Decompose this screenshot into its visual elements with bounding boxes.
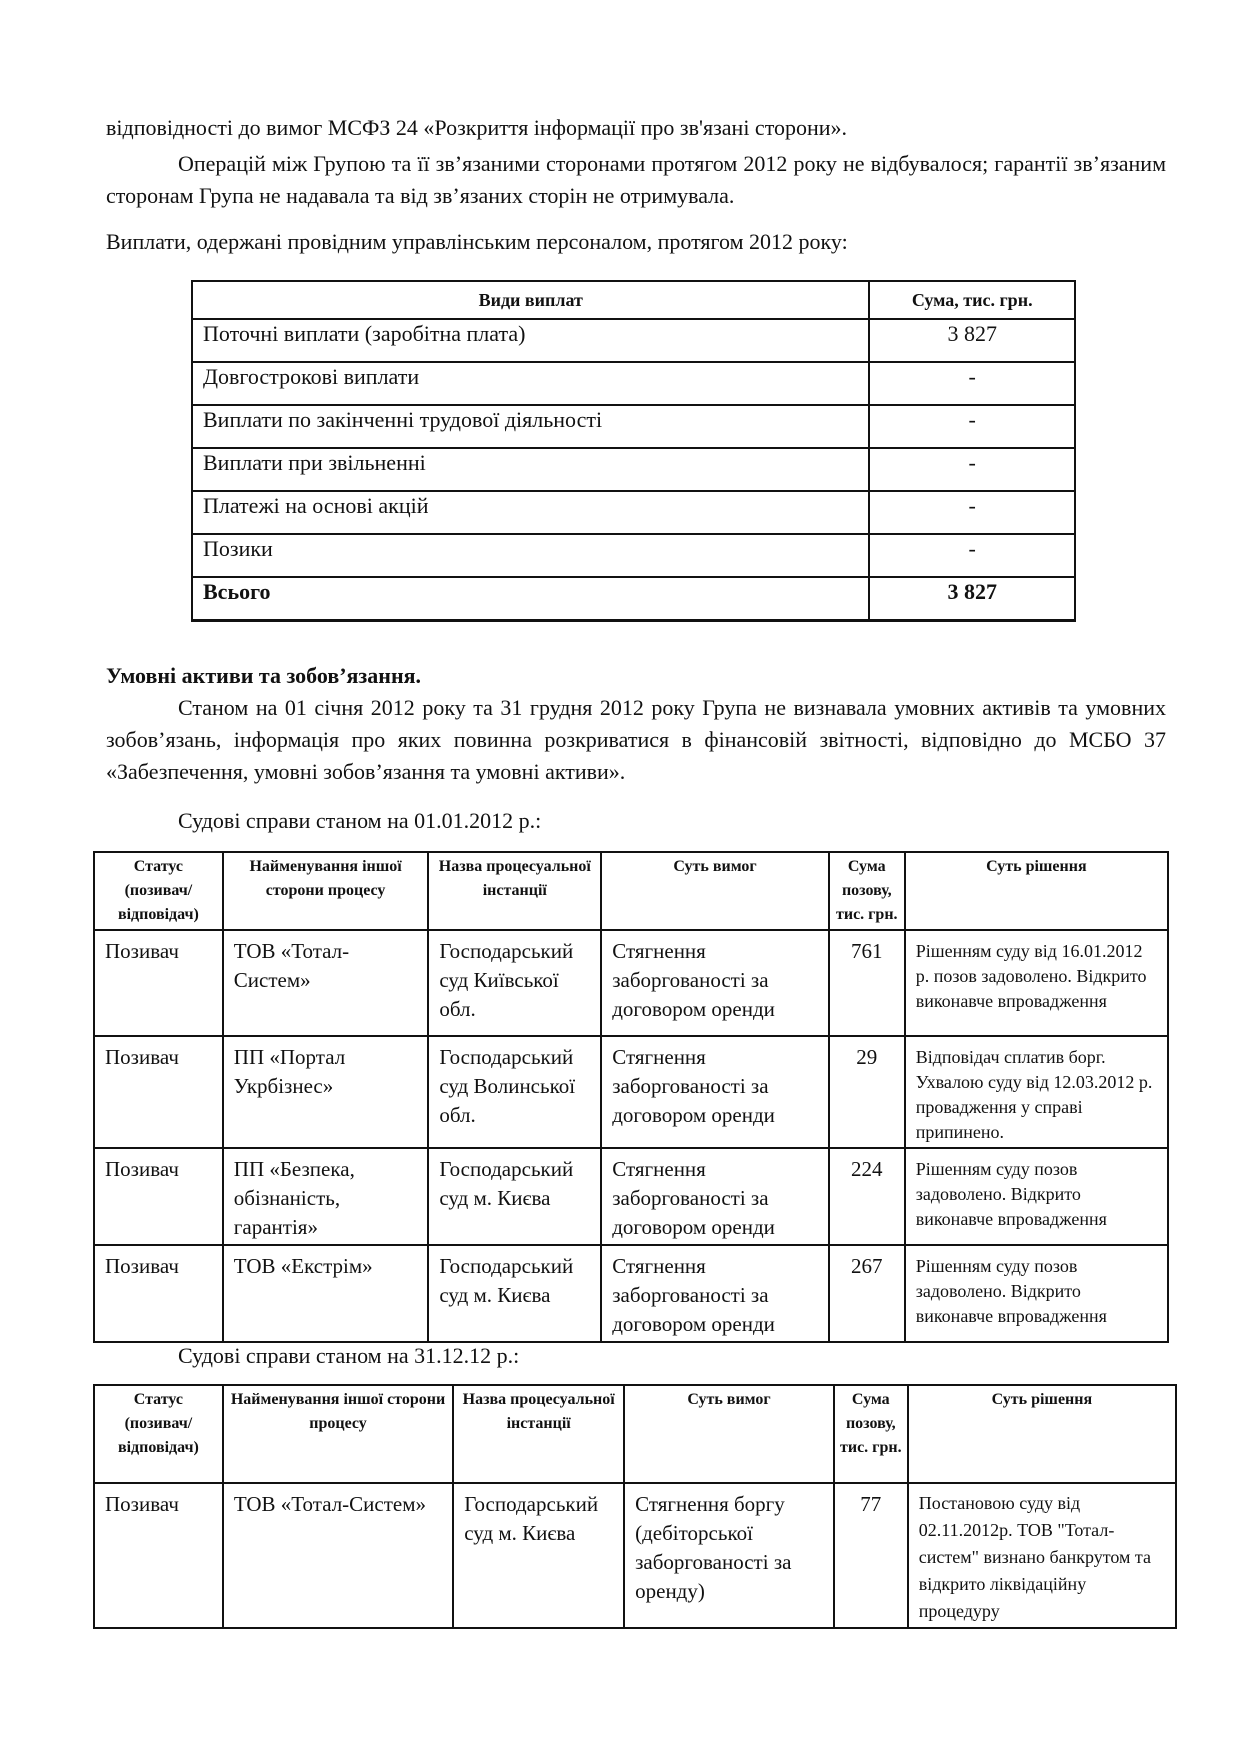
payments-caption: Виплати, одержані провідним управлінським персоналом, протягом 2012 року: (106, 229, 848, 254)
case-decision: Постановою суду від 02.11.2012р. ТОВ "Тотал-систем" визнано банкрутом та відкрито ліквідаційну процедуру (908, 1483, 1176, 1628)
payment-type: Позики (192, 534, 869, 577)
case-party: ТОВ «Тотал-Систем» (223, 930, 429, 1036)
table-total-row (192, 577, 1075, 621)
total-label: Всього (192, 577, 869, 621)
case-decision: Рішенням суду від 16.01.2012 р. позов задоволено. Відкрито виконавче впровадження (905, 930, 1168, 1036)
payment-amount: 3 827 (869, 319, 1075, 362)
case-amount: 77 (834, 1483, 908, 1628)
cases-caption-2012-start: Судові справи станом на 01.01.2012 р.: (178, 808, 542, 833)
payment-type: Довгострокові виплати (192, 362, 869, 405)
column-header: Види виплат (192, 281, 869, 319)
intro-paragraph: Операцій між Групою та її зв’язаними сторонами протягом 2012 року не відбувалося; гарантії зв’язаним сторонам Група не надавала та від зв’язаних сторін не отримувала. (106, 151, 1166, 208)
table-row (94, 1036, 1168, 1148)
case-amount: 29 (829, 1036, 905, 1148)
column-header: Назва процесуальної інстанції (428, 852, 601, 930)
column-header: Найменування іншої сторони процесу (223, 1385, 453, 1483)
case-court: Господарський суд м. Києва (428, 1245, 601, 1342)
table-row (94, 1148, 1168, 1245)
case-claim: Стягнення заборгованості за договором оренди (601, 1148, 829, 1245)
total-amount: 3 827 (869, 577, 1075, 621)
case-party: ПП «Портал Укрбізнес» (223, 1036, 429, 1148)
column-header: Назва процесуальної інстанції (453, 1385, 624, 1483)
table-row (192, 362, 1075, 405)
column-header: Суть рішення (908, 1385, 1176, 1483)
case-party: ПП «Безпека, обізнаність, гарантія» (223, 1148, 429, 1245)
column-header: Сума позову, тис. грн. (834, 1385, 908, 1483)
case-amount: 224 (829, 1148, 905, 1245)
case-claim: Стягнення заборгованості за договором оренди (601, 1245, 829, 1342)
payment-amount: - (869, 534, 1075, 577)
case-party: ТОВ «Екстрім» (223, 1245, 429, 1342)
table-header-row (94, 852, 1168, 930)
court-cases-table-start (93, 851, 1169, 1343)
payment-type: Поточні виплати (заробітна плата) (192, 319, 869, 362)
table-row (192, 448, 1075, 491)
case-claim: Стягнення боргу (дебіторської заборгованості за оренду) (624, 1483, 834, 1628)
court-cases-table-end (93, 1384, 1177, 1629)
case-status: Позивач (94, 1036, 223, 1148)
case-court: Господарський суд м. Києва (428, 1148, 601, 1245)
contingent-paragraph: Станом на 01 січня 2012 року та 31 грудня 2012 року Група не визнавала умовних активів та умовних зобов’язань, інформація про яких повинна розкриватися в фінансовій звітності, відповідно до МСБО 37 «Забезпечення, умовні зобов’язання та умовні активи». (106, 695, 1166, 784)
column-header: Найменування іншої сторони процесу (223, 852, 429, 930)
table-row (192, 405, 1075, 448)
column-header: Суть вимог (624, 1385, 834, 1483)
intro-line: відповідності до вимог МСФЗ 24 «Розкриття інформації про зв'язані сторони». (106, 115, 848, 140)
case-decision: Рішенням суду позов задоволено. Відкрито виконавче впровадження (905, 1245, 1168, 1342)
table-row (192, 319, 1075, 362)
table-row (94, 1245, 1168, 1342)
payment-type: Виплати при звільненні (192, 448, 869, 491)
cases-caption-2012-end: Судові справи станом на 31.12.12 р.: (178, 1343, 520, 1368)
payment-amount: - (869, 491, 1075, 534)
payment-type: Платежі на основі акцій (192, 491, 869, 534)
table-row (94, 930, 1168, 1036)
payment-amount: - (869, 362, 1075, 405)
case-court: Господарський суд Волинської обл. (428, 1036, 601, 1148)
table-row (192, 491, 1075, 534)
case-amount: 267 (829, 1245, 905, 1342)
table-row (192, 534, 1075, 577)
case-claim: Стягнення заборгованості за договором оренди (601, 1036, 829, 1148)
column-header: Статус (позивач/ відповідач) (94, 852, 223, 930)
case-claim: Стягнення заборгованості за договором оренди (601, 930, 829, 1036)
payment-amount: - (869, 448, 1075, 491)
column-header: Сума позову, тис. грн. (829, 852, 905, 930)
case-amount: 761 (829, 930, 905, 1036)
payments-table (191, 280, 1076, 622)
column-header: Статус (позивач/ відповідач) (94, 1385, 223, 1483)
case-court: Господарський суд м. Києва (453, 1483, 624, 1628)
case-status: Позивач (94, 1483, 223, 1628)
case-court: Господарський суд Київської обл. (428, 930, 601, 1036)
column-header: Суть вимог (601, 852, 829, 930)
case-status: Позивач (94, 930, 223, 1036)
payment-type: Виплати по закінченні трудової діяльності (192, 405, 869, 448)
column-header: Суть рішення (905, 852, 1168, 930)
table-row (94, 1483, 1176, 1628)
column-header: Сума, тис. грн. (869, 281, 1075, 319)
case-status: Позивач (94, 1148, 223, 1245)
table-header-row (94, 1385, 1176, 1483)
table-header-row (192, 281, 1075, 319)
case-party: ТОВ «Тотал-Систем» (223, 1483, 453, 1628)
case-decision: Рішенням суду позов задоволено. Відкрито виконавче впровадження (905, 1148, 1168, 1245)
case-decision: Відповідач сплатив борг. Ухвалою суду від 12.03.2012 р. провадження у справі припинено. (905, 1036, 1168, 1148)
payment-amount: - (869, 405, 1075, 448)
case-status: Позивач (94, 1245, 223, 1342)
section-heading: Умовні активи та зобов’язання. (106, 663, 422, 688)
